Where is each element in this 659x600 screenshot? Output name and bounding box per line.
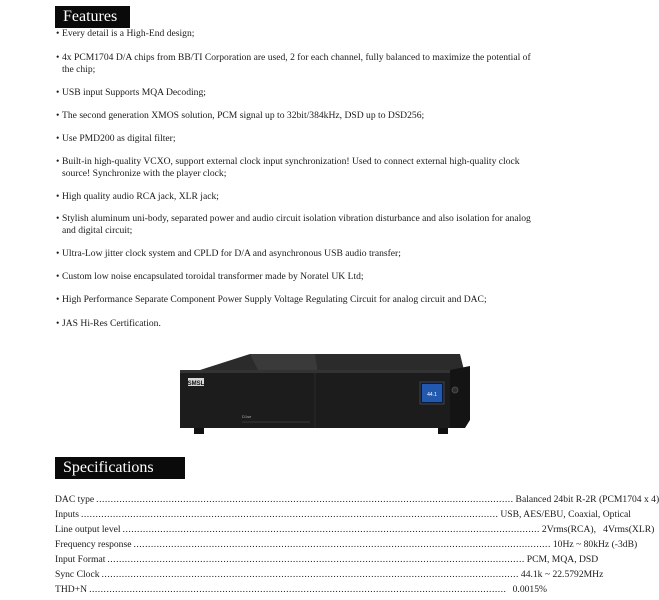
spec-label: Sync Clock	[55, 569, 100, 580]
model-label: D1se	[242, 414, 252, 419]
feature-item	[56, 213, 540, 237]
bullet-icon: •	[56, 28, 60, 39]
spec-row	[55, 521, 655, 535]
feature-item	[56, 28, 540, 40]
bullet-icon: •	[56, 87, 60, 98]
spec-value: 2Vrms(RCA), 4Vrms(XLR)	[541, 524, 655, 535]
bullet-icon: •	[56, 318, 60, 329]
feature-item	[56, 318, 540, 330]
dac-device-illustration	[180, 352, 470, 444]
feature-item	[56, 133, 540, 145]
feature-item	[56, 248, 540, 260]
feature-text: Ultra-Low jitter clock system and CPLD for D/A and asynchronous USB audio transfer;	[62, 248, 401, 259]
dot-leader: ................................................................................................................................................	[133, 539, 551, 550]
feature-item	[56, 156, 540, 180]
feature-item	[56, 52, 540, 76]
bullet-icon: •	[56, 294, 60, 305]
device-side	[450, 366, 470, 428]
feature-item	[56, 294, 540, 306]
bullet-icon: •	[56, 52, 60, 63]
feature-text: Stylish aluminum uni-body, separated power and audio circuit isolation vibration disturbance and also isolation for analog and digital circuit;	[62, 213, 531, 236]
feature-text: 4x PCM1704 D/A chips from BB/TI Corporation are used, 2 for each channel, fully balanced to maximize the potential of the chip;	[62, 52, 531, 75]
feature-text: The second generation XMOS solution, PCM signal up to 32bit/384kHz, DSD up to DSD256;	[62, 110, 425, 121]
bullet-icon: •	[56, 110, 60, 121]
features-heading: Features	[55, 6, 130, 28]
volume-knob	[452, 387, 458, 393]
spec-label: Line output level	[55, 524, 121, 535]
dot-leader: ................................................................................................................................................	[101, 569, 519, 580]
feature-item	[56, 191, 540, 203]
spec-label: Frequency response	[55, 539, 132, 550]
bullet-icon: •	[56, 156, 60, 167]
device-foot-right	[438, 428, 448, 434]
spec-value: PCM, MQA, DSD	[526, 554, 599, 565]
spec-label: Input Format	[55, 554, 106, 565]
brand-logo-text: SMSL	[187, 381, 205, 387]
feature-text: JAS Hi-Res Certification.	[62, 318, 161, 329]
dot-leader: ................................................................................................................................................	[80, 509, 499, 520]
spec-value: Balanced 24bit R-2R (PCM1704 x 4)	[515, 494, 659, 505]
display-readout: 44.1	[427, 392, 437, 398]
spec-label: THD+N	[55, 584, 88, 595]
feature-item	[56, 271, 540, 283]
bullet-icon: •	[56, 191, 60, 202]
device-foot-left	[194, 428, 204, 434]
bullet-icon: •	[56, 133, 60, 144]
spec-value: 10Hz ~ 80kHz (-3dB)	[552, 539, 638, 550]
spec-value: USB, AES/EBU, Coaxial, Optical	[500, 509, 631, 520]
spec-label: Inputs	[55, 509, 79, 520]
device-edge	[180, 370, 465, 373]
dot-leader: ................................................................................................................................................	[107, 554, 525, 565]
product-image	[180, 352, 470, 444]
spec-row	[55, 566, 604, 580]
spec-value: 44.1k ~ 22.5792MHz	[520, 569, 604, 580]
spec-row	[55, 581, 547, 595]
feature-item	[56, 87, 540, 99]
feature-text: USB input Supports MQA Decoding;	[62, 87, 206, 98]
dot-leader: ................................................................................................................................................	[96, 494, 514, 505]
spec-row	[55, 536, 638, 550]
specifications-heading: Specifications	[55, 457, 185, 479]
spec-row	[55, 506, 631, 520]
spec-row	[55, 491, 659, 505]
spec-label: DAC type	[55, 494, 95, 505]
bullet-icon: •	[56, 213, 60, 224]
feature-text: High Performance Separate Component Power Supply Voltage Regulating Circuit for analog circuit and DAC;	[62, 294, 487, 305]
bullet-icon: •	[56, 248, 60, 259]
feature-text: Custom low noise encapsulated toroidal transformer made by Noratel UK Ltd;	[62, 271, 364, 282]
dot-leader: ................................................................................................................................................	[89, 584, 507, 595]
feature-text: High quality audio RCA jack, XLR jack;	[62, 191, 219, 202]
feature-item	[56, 110, 540, 122]
spec-row	[55, 551, 599, 565]
bullet-icon: •	[56, 271, 60, 282]
feature-text: Use PMD200 as digital filter;	[62, 133, 176, 144]
feature-text: Every detail is a High-End design;	[62, 28, 195, 39]
feature-text: Built-in high-quality VCXO, support external clock input synchronization! Used to connect external high-quality clock source! Synchronize with the player clock;	[62, 156, 520, 179]
dot-leader: ................................................................................................................................................	[122, 524, 540, 535]
spec-value: 0.0015%	[512, 584, 547, 595]
